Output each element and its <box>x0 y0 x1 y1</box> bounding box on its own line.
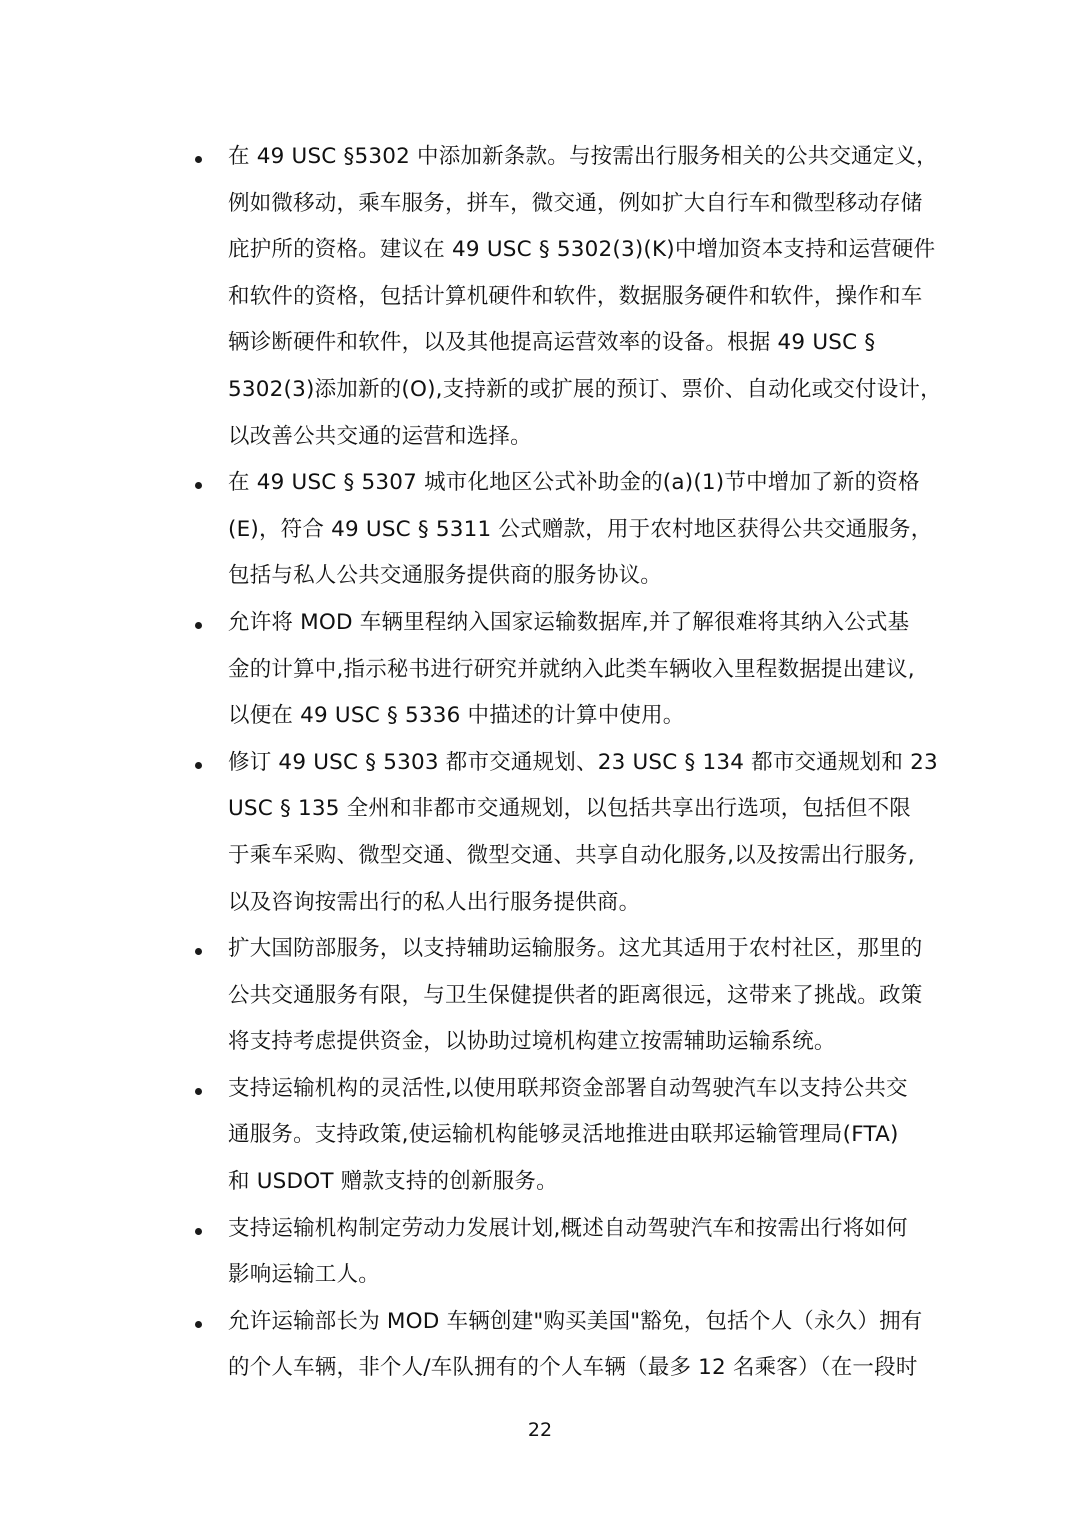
text-line: 通服务。支持政策,使运输机构能够灵活地推进由联邦运输管理局(FTA) <box>228 1122 899 1148</box>
bullet-item <box>195 600 935 740</box>
text-line: 以便在 49 USC § 5336 中描述的计算中使用。 <box>228 703 685 729</box>
bullet-dot <box>195 482 202 489</box>
text-line: 允许将 MOD 车辆里程纳入国家运输数据库,并了解很难将其纳入公式基 <box>228 609 910 635</box>
text-line: 影响运输工人。 <box>228 1262 380 1288</box>
page-number: 22 <box>527 1419 553 1441</box>
text-line: 辆诊断硬件和软件，以及其他提高运营效率的设备。根据 49 USC § <box>228 330 876 356</box>
text-line: 将支持考虑提供资金，以协助过境机构建立按需辅助运输系统。 <box>228 1029 836 1055</box>
bullet-item <box>195 740 938 926</box>
text-line: 以改善公共交通的运营和选择。 <box>228 423 532 449</box>
bullet-item <box>195 1066 935 1206</box>
text-line: USC § 135 全州和非都市交通规划，以包括共享出行选项，包括但不限 <box>228 796 911 822</box>
bullet-item <box>195 1299 935 1392</box>
text-line: 例如微移动，乘车服务，拼车，微交通，例如扩大自行车和微型移动存储 <box>228 190 923 216</box>
bullet-dot <box>195 762 202 769</box>
text-line: 和 USDOT 赠款支持的创新服务。 <box>228 1169 558 1195</box>
text-line: 在 49 USC §5302 中添加新条款。与按需出行服务相关的公共交通定义， <box>228 144 938 169</box>
text-line: 支持运输机构的灵活性,以使用联邦资金部署自动驾驶汽车以支持公共交 <box>228 1075 908 1101</box>
text-line: 金的计算中,指示秘书进行研究并就纳入此类车辆收入里程数据提出建议, <box>228 656 915 682</box>
bullet-item <box>195 1206 935 1299</box>
text-line: 允许运输部长为 MOD 车辆创建"购买美国"豁免，包括个人（永久）拥有 <box>228 1308 923 1334</box>
text-line: 公共交通服务有限，与卫生保健提供者的距离很远，这带来了挑战。政策 <box>228 982 923 1008</box>
text-line: 5302(3)添加新的(O),支持新的或扩展的预订、票价、自动化或交付设计， <box>228 376 942 402</box>
bullet-dot <box>195 1228 202 1235</box>
text-line: 支持运输机构制定劳动力发展计划,概述自动驾驶汽车和按需出行将如何 <box>228 1215 908 1241</box>
text-line: 于乘车采购、微型交通、微型交通、共享自动化服务,以及按需出行服务, <box>228 842 915 868</box>
text-line: 的个人车辆，非个人/车队拥有的个人车辆（最多 12 名乘客）（在一段时 <box>228 1355 918 1381</box>
bullet-dot <box>195 622 202 629</box>
text-line: 和软件的资格，包括计算机硬件和软件，数据服务硬件和软件，操作和车 <box>228 283 923 309</box>
bullet-dot <box>195 1321 202 1328</box>
bullet-item <box>195 926 935 1066</box>
text-line: 扩大国防部服务，以支持辅助运输服务。这尤其适用于农村社区，那里的 <box>228 936 923 962</box>
bullet-list <box>195 134 942 1392</box>
bullet-item <box>195 460 935 600</box>
text-line: 包括与私人公共交通服务提供商的服务协议。 <box>228 563 663 589</box>
text-line: 以及咨询按需出行的私人出行服务提供商。 <box>228 889 641 915</box>
bullet-dot <box>195 948 202 955</box>
text-line: 在 49 USC § 5307 城市化地区公式补助金的(a)(1)节中增加了新的资格 <box>228 470 920 496</box>
text-line: 修订 49 USC § 5303 都市交通规划、23 USC § 134 都市交通规划和 23 <box>228 749 938 775</box>
bullet-dot <box>195 156 202 163</box>
bullet-item <box>195 134 942 460</box>
bullet-dot <box>195 1088 202 1095</box>
text-line: (E)，符合 49 USC § 5311 公式赠款，用于农村地区获得公共交通服务， <box>228 516 933 542</box>
text-line: 庇护所的资格。建议在 49 USC § 5302(3)(K)中增加资本支持和运营硬件 <box>228 237 936 263</box>
